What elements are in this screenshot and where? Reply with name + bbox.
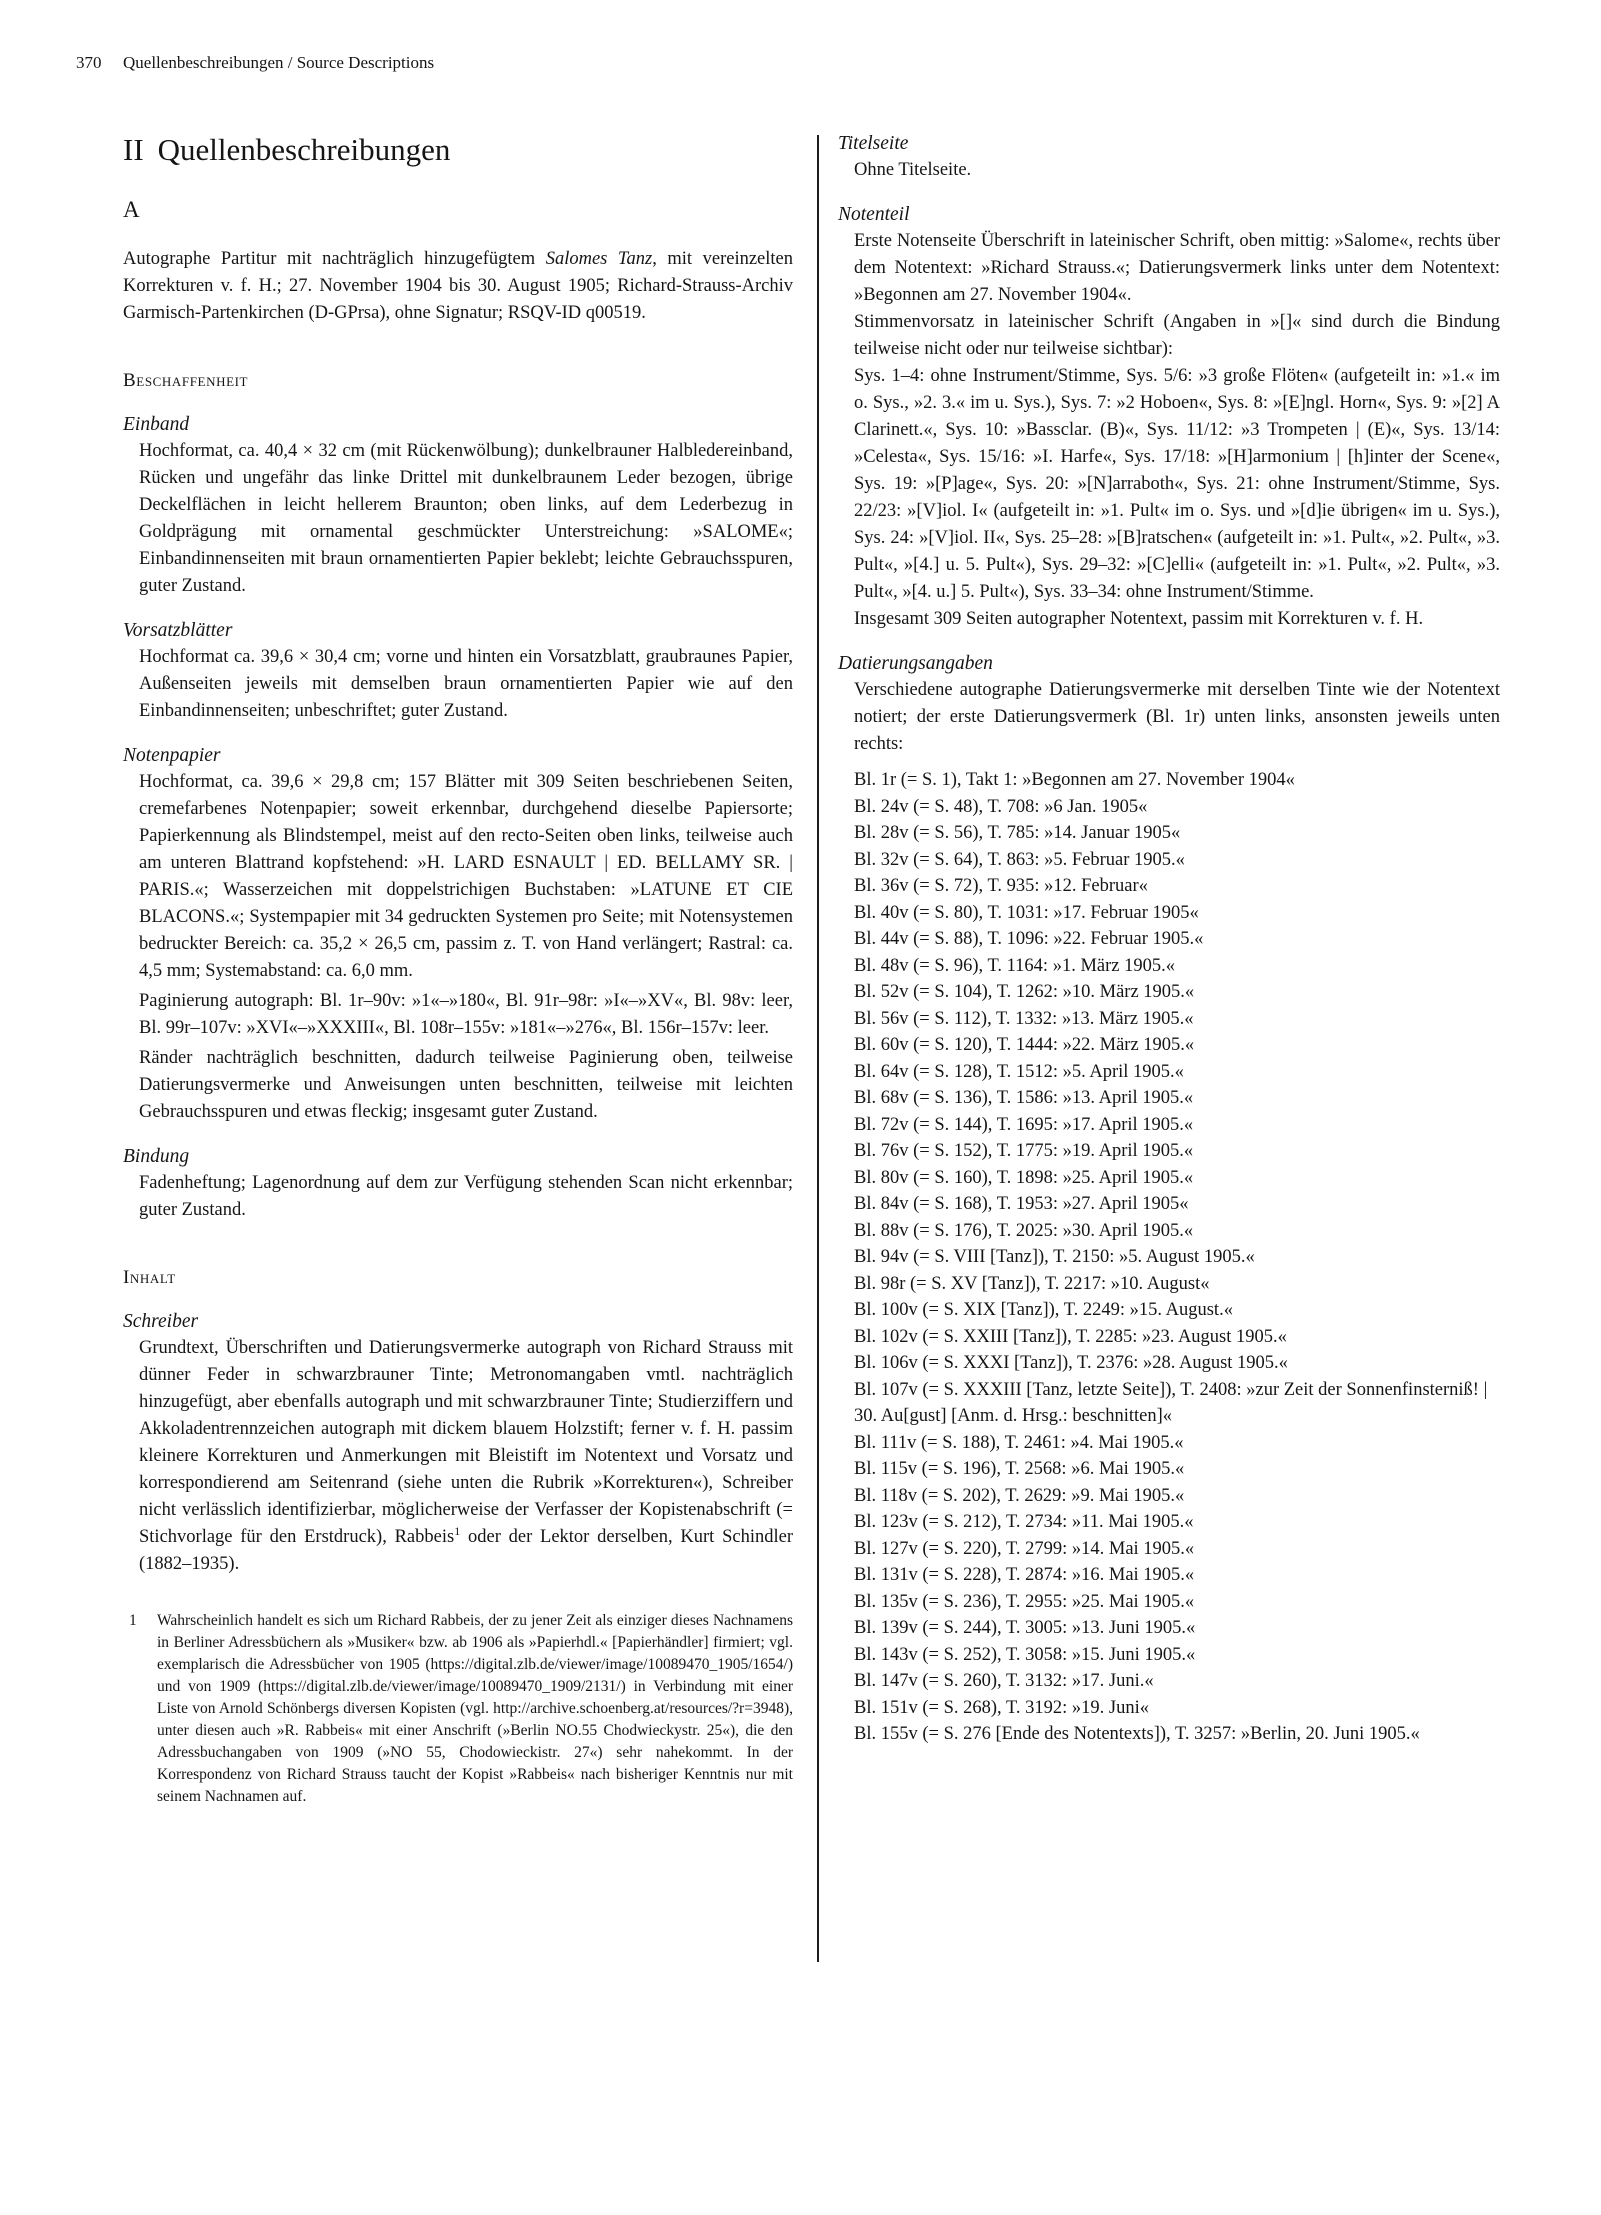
datierung-entry: Bl. 48v (= S. 96), T. 1164: »1. März 1905.« xyxy=(854,955,1175,976)
subsection-label-datierungsangaben: Datierungsangaben xyxy=(838,653,993,674)
datierung-entry: Bl. 56v (= S. 112), T. 1332: »13. März 1905.« xyxy=(854,1008,1194,1029)
section-heading-beschaffenheit: Beschaffenheit xyxy=(123,370,249,391)
datierung-entry: Bl. 151v (= S. 268), T. 3192: »19. Juni« xyxy=(854,1697,1149,1718)
datierung-entry: Bl. 32v (= S. 64), T. 863: »5. Februar 1905.« xyxy=(854,849,1185,870)
notenteil-text-systeme: Sys. 1–4: ohne Instrument/Stimme, Sys. 5/6: »3 große Flöten« (aufgeteilt in: »1.« im o. Sys., »2. 3.« im u. Sys.), Sys. 7: »2 Hoboen«, Sys. 8: »[E]ngl. Horn«, Sys. 9: »[2] A Clarinett.«, Sys. 10: »Bassclar. (B)«, Sys. 11/12: »3 Trompeten | (E)«, Sys. 13/14: »Celesta«, Sys. 15/16: »I. Harfe«, Sys. 17/18: »[H]armonium | [h]inter der Scene«, Sys. 19: »[P]age«, Sys. 20: »[N]arraboth«, Sys. 21: ohne Instrument/Stimme, Sys. 22/23: »[V]iol. I« (aufgeteilt in: »1. Pult« im o. Sys. und »[d]ie übrigen« im u. Sys.), Sys. 24: »[V]iol. II«, Sys. 25–28: »[B]ratschen« (aufgeteilt in: »1. Pult«, »2. Pult«, »3. Pult«, »[4.] u. 5. Pult«), Sys. 29–32: »[C]elli« (aufgeteilt in: »1. Pult«, »2. Pult«, »3. Pult«, »[4. u.] 5. Pult«), Sys. 33–34: ohne Instrument/Stimme. xyxy=(854,366,1500,602)
datierungsangaben-intro: Verschiedene autographe Datierungsvermerke mit derselben Tinte wie der Notentext notiert; der erste Datierungsvermerk (Bl. 1r) unten links, ansonsten jeweils unten rechts: xyxy=(854,680,1500,754)
datierung-entry: Bl. 98r (= S. XV [Tanz]), T. 2217: »10. August« xyxy=(854,1273,1210,1294)
datierung-entry: Bl. 94v (= S. VIII [Tanz]), T. 2150: »5. August 1905.« xyxy=(854,1247,1255,1267)
datierung-entry: Bl. 135v (= S. 236), T. 2955: »25. Mai 1905.« xyxy=(854,1591,1195,1612)
schreiber-text: Grundtext, Überschriften und Datierungsvermerke autograph von Richard Strauss mit dünner Feder in schwarzbrauner Tinte; Metronomangaben vmtl. nachträglich hinzugefügt, aber ebenfalls autograph und mit schwarzbrauner Tinte; Studierziffern und Akkoladentrennzeichen autograph mit dickem blauem Holzstift; ferner v. f. H. passim kleinere Korrekturen und Anmerkungen mit Bleistift im Notentext und Vorsatz und korrespondierend am Seitenrand (siehe unten die Rubrik »Korrekturen«), Schreiber nicht verlässlich identifizierbar, möglicherweise der Verfasser der Kopistenabschrift (= Stichvorlage für den Erstdruck), Rabbeis$^1$ oder der Lektor derselben, Kurt Schindler (1882–1935). xyxy=(139,1338,793,1574)
running-header xyxy=(76,52,434,74)
footnote-text: Wahrscheinlich handelt es sich um Richard Rabbeis, der zu jener Zeit als einziger dieses Nachnamens in Berliner Adressbüchern als »Musiker« bzw. ab 1906 als »Papierhdl.« [Papierhändler] firmiert; vgl. exemplarisch die Adressbücher von 1905 (https://digital.zlb.de/viewer/image/10089470_1905/1654/) und von 1909 (https://digital.zlb.de/viewer/image/10089470_1909/2131/) in Verbindung mit einer Liste von Arnold Schönbergs diversen Kopisten (vgl. http://archive.schoenberg.at/resources/?r=3948), unter diesen auch »R. Rabbeis« mit einer Anschrift (»Berlin NO.55 Chodwieckystr. 25«), die den Adressbuchangaben von 1909 (»NO 55, Chodowieckistr. 27«) sehr nahekommt. In der Korrespondenz von Richard Strauss taucht der Kopist »Rabbeis« nach bisheriger Kenntnis nur mit seinem Nachnamen auf. xyxy=(157,1612,793,1805)
datierung-entry: Bl. 52v (= S. 104), T. 1262: »10. März 1905.« xyxy=(854,982,1195,1002)
notenpapier-text-format: Hochformat, ca. 39,6 × 29,8 cm; 157 Blätter mit 309 Seiten beschriebenen Seiten, cremefarbenes Notenpapier; soweit erkennbar, durchgehend dieselbe Papiersorte; Papierkennung als Blindstempel, meist auf den recto-Seiten oben links, teilweise auch am unteren Blattrand kopfstehend: »H. LARD ESNAULT | ED. BELLAMY SR. | PARIS.«; Wasserzeichen mit doppelstrichigen Buchstaben: »LATUNE ET CIE BLACONS.«; Systempapier mit 34 gedruckten Systemen pro Seite; mit Notensystemen bedruckter Bereich: ca. 35,2 × 26,5 cm, passim z. T. von Hand verlängert; Rastral: ca. 4,5 mm; Systemabstand: ca. 6,0 mm. xyxy=(139,772,793,981)
datierung-entry: Bl. 40v (= S. 80), T. 1031: »17. Februar 1905« xyxy=(854,902,1199,923)
datierung-entry: Bl. 147v (= S. 260), T. 3132: »17. Juni.« xyxy=(854,1671,1154,1691)
vorsatzblaetter-text: Hochformat ca. 39,6 × 30,4 cm; vorne und hinten ein Vorsatzblatt, graubraunes Papier, Außenseiten jeweils mit demselben braun ornamentierten Papier wie auf den Einbandinnenseiten; unbeschriftet; guter Zustand. xyxy=(139,647,793,721)
datierung-entry: Bl. 155v (= S. 276 [Ende des Notentexts]), T. 3257: »Berlin, 20. Juni 1905.« xyxy=(854,1724,1420,1744)
subsection-label-einband: Einband xyxy=(123,414,190,435)
datierung-entry: Bl. 84v (= S. 168), T. 1953: »27. April 1905« xyxy=(854,1194,1189,1214)
subsection-label-notenpapier: Notenpapier xyxy=(123,745,221,766)
column-divider-rule xyxy=(817,135,819,1962)
datierung-entry: Bl. 36v (= S. 72), T. 935: »12. Februar« xyxy=(854,876,1148,896)
datierung-entry: Bl. 127v (= S. 220), T. 2799: »14. Mai 1905.« xyxy=(854,1538,1195,1559)
source-intro-paragraph: Autographe Partitur mit nachträglich hinzugefügtem Salomes Tanz, mit vereinzelten Korrekturen v. f. H.; 27. November 1904 bis 30. August 1905; Richard-Strauss-Archiv Garmisch-Partenkirchen (D-GPrsa), ohne Signatur; RSQV-ID q00519. xyxy=(123,249,794,323)
datierung-entry: Bl. 88v (= S. 176), T. 2025: »30. April 1905.« xyxy=(854,1220,1194,1241)
section-heading-inhalt: Inhalt xyxy=(123,1267,176,1288)
datierung-entry: Bl. 76v (= S. 152), T. 1775: »19. April 1905.« xyxy=(854,1141,1194,1161)
einband-text: Hochformat, ca. 40,4 × 32 cm (mit Rückenwölbung); dunkelbrauner Halbledereinband, Rücken und ungefähr das linke Drittel mit dunkelbraunem Leder bezogen, übrige Deckelflächen in leicht hellerem Braunton; oben links, auf dem Lederbezug in Goldprägung mit ornamental geschmückter Unterstreichung: »SALOME«; Einbandinnenseiten mit braun ornamentierten Papier beklebt; leichte Gebrauchsspuren, guter Zustand. xyxy=(139,441,793,596)
datierung-entry: Bl. 118v (= S. 202), T. 2629: »9. Mai 1905.« xyxy=(854,1485,1185,1506)
datierung-entry: Bl. 143v (= S. 252), T. 3058: »15. Juni 1905.« xyxy=(854,1644,1196,1665)
datierung-entry: Bl. 24v (= S. 48), T. 708: »6 Jan. 1905« xyxy=(854,796,1148,817)
datierung-entry: Bl. 139v (= S. 244), T. 3005: »13. Juni 1905.« xyxy=(854,1618,1196,1638)
notenpapier-text-raender: Ränder nachträglich beschnitten, dadurch teilweise Paginierung oben, teilweise Datierungsvermerke und Anweisungen unten beschnitten, teilweise mit leichten Gebrauchsspuren und etwas fleckig; insgesamt guter Zustand. xyxy=(139,1048,793,1122)
datierung-entry: Bl. 100v (= S. XIX [Tanz]), T. 2249: »15. August.« xyxy=(854,1300,1233,1320)
datierung-list xyxy=(854,767,1500,1748)
subsection-label-schreiber: Schreiber xyxy=(123,1311,199,1332)
datierung-entry: Bl. 102v (= S. XXIII [Tanz]), T. 2285: »23. August 1905.« xyxy=(854,1326,1287,1347)
running-head-title: Quellenbeschreibungen / Source Descriptions xyxy=(123,53,435,72)
notenpapier-text-paginierung: Paginierung autograph: Bl. 1r–90v: »1«–»180«, Bl. 91r–98r: »I«–»XV«, Bl. 98v: leer, Bl. 99r–107v: »XVI«–»XXXIII«, Bl. 108r–155v: »181«–»276«, Bl. 156r–157v: leer. xyxy=(139,991,793,1038)
subsection-label-bindung: Bindung xyxy=(123,1146,190,1167)
datierung-entry: Bl. 72v (= S. 144), T. 1695: »17. April 1905.« xyxy=(854,1114,1194,1135)
datierung-entry: Bl. 107v (= S. XXXIII [Tanz, letzte Seite]), T. 2408: »zur Zeit der Sonnenfinsterniß! | 30. Au[gust] [Anm. d. Hrsg.: beschnitten]« xyxy=(854,1379,1488,1426)
datierung-entry: Bl. 111v (= S. 188), T. 2461: »4. Mai 1905.« xyxy=(854,1432,1184,1453)
datierung-entry: Bl. 68v (= S. 136), T. 1586: »13. April 1905.« xyxy=(854,1088,1194,1108)
bindung-text: Fadenheftung; Lagenordnung auf dem zur Verfügung stehenden Scan nicht erkennbar; guter Zustand. xyxy=(139,1173,793,1220)
notenteil-text-stimmenvorsatz: Stimmenvorsatz in lateinischer Schrift (Angaben in »[]« sind durch die Bindung teilweise nicht oder nur teilweise sichtbar): xyxy=(854,312,1500,359)
datierung-entry: Bl. 115v (= S. 196), T. 2568: »6. Mai 1905.« xyxy=(854,1459,1185,1479)
source-siglum: A xyxy=(123,197,140,222)
datierung-entry: Bl. 60v (= S. 120), T. 1444: »22. März 1905.« xyxy=(854,1035,1195,1055)
subsection-label-notenteil: Notenteil xyxy=(838,204,910,225)
datierung-entry: Bl. 123v (= S. 212), T. 2734: »11. Mai 1905.« xyxy=(854,1512,1194,1532)
subsection-label-vorsatzblaetter: Vorsatzblätter xyxy=(123,620,233,641)
notenteil-text-erste-notenseite: Erste Notenseite Überschrift in lateinischer Schrift, oben mittig: »Salome«, rechts über dem Notentext: »Richard Strauss.«; Datierungsvermerk links unter dem Notentext: »Begonnen am 27. November 1904«. xyxy=(854,231,1500,305)
chapter-heading xyxy=(123,130,793,170)
datierung-entry: Bl. 64v (= S. 128), T. 1512: »5. April 1905.« xyxy=(854,1061,1184,1082)
footnote-number: 1 xyxy=(129,1612,137,1629)
chapter-title: Quellenbeschreibungen xyxy=(157,132,451,167)
page-number: 370 xyxy=(76,53,102,72)
datierung-entry: Bl. 80v (= S. 160), T. 1898: »25. April 1905.« xyxy=(854,1167,1194,1188)
datierung-entry: Bl. 1r (= S. 1), Takt 1: »Begonnen am 27. November 1904« xyxy=(854,770,1295,790)
footnote-block xyxy=(123,1610,793,1808)
chapter-numeral: II xyxy=(123,132,144,167)
titelseite-text: Ohne Titelseite. xyxy=(854,160,972,180)
left-column xyxy=(123,130,793,1808)
notenteil-text-umfang: Insgesamt 309 Seiten autographer Notentext, passim mit Korrekturen v. f. H. xyxy=(854,609,1424,629)
datierung-entry: Bl. 131v (= S. 228), T. 2874: »16. Mai 1905.« xyxy=(854,1565,1195,1585)
datierung-entry: Bl. 28v (= S. 56), T. 785: »14. Januar 1905« xyxy=(854,823,1181,843)
right-column xyxy=(838,130,1500,1748)
subsection-label-titelseite: Titelseite xyxy=(838,133,909,154)
datierung-entry: Bl. 44v (= S. 88), T. 1096: »22. Februar 1905.« xyxy=(854,929,1204,949)
datierung-entry: Bl. 106v (= S. XXXI [Tanz]), T. 2376: »28. August 1905.« xyxy=(854,1353,1288,1373)
